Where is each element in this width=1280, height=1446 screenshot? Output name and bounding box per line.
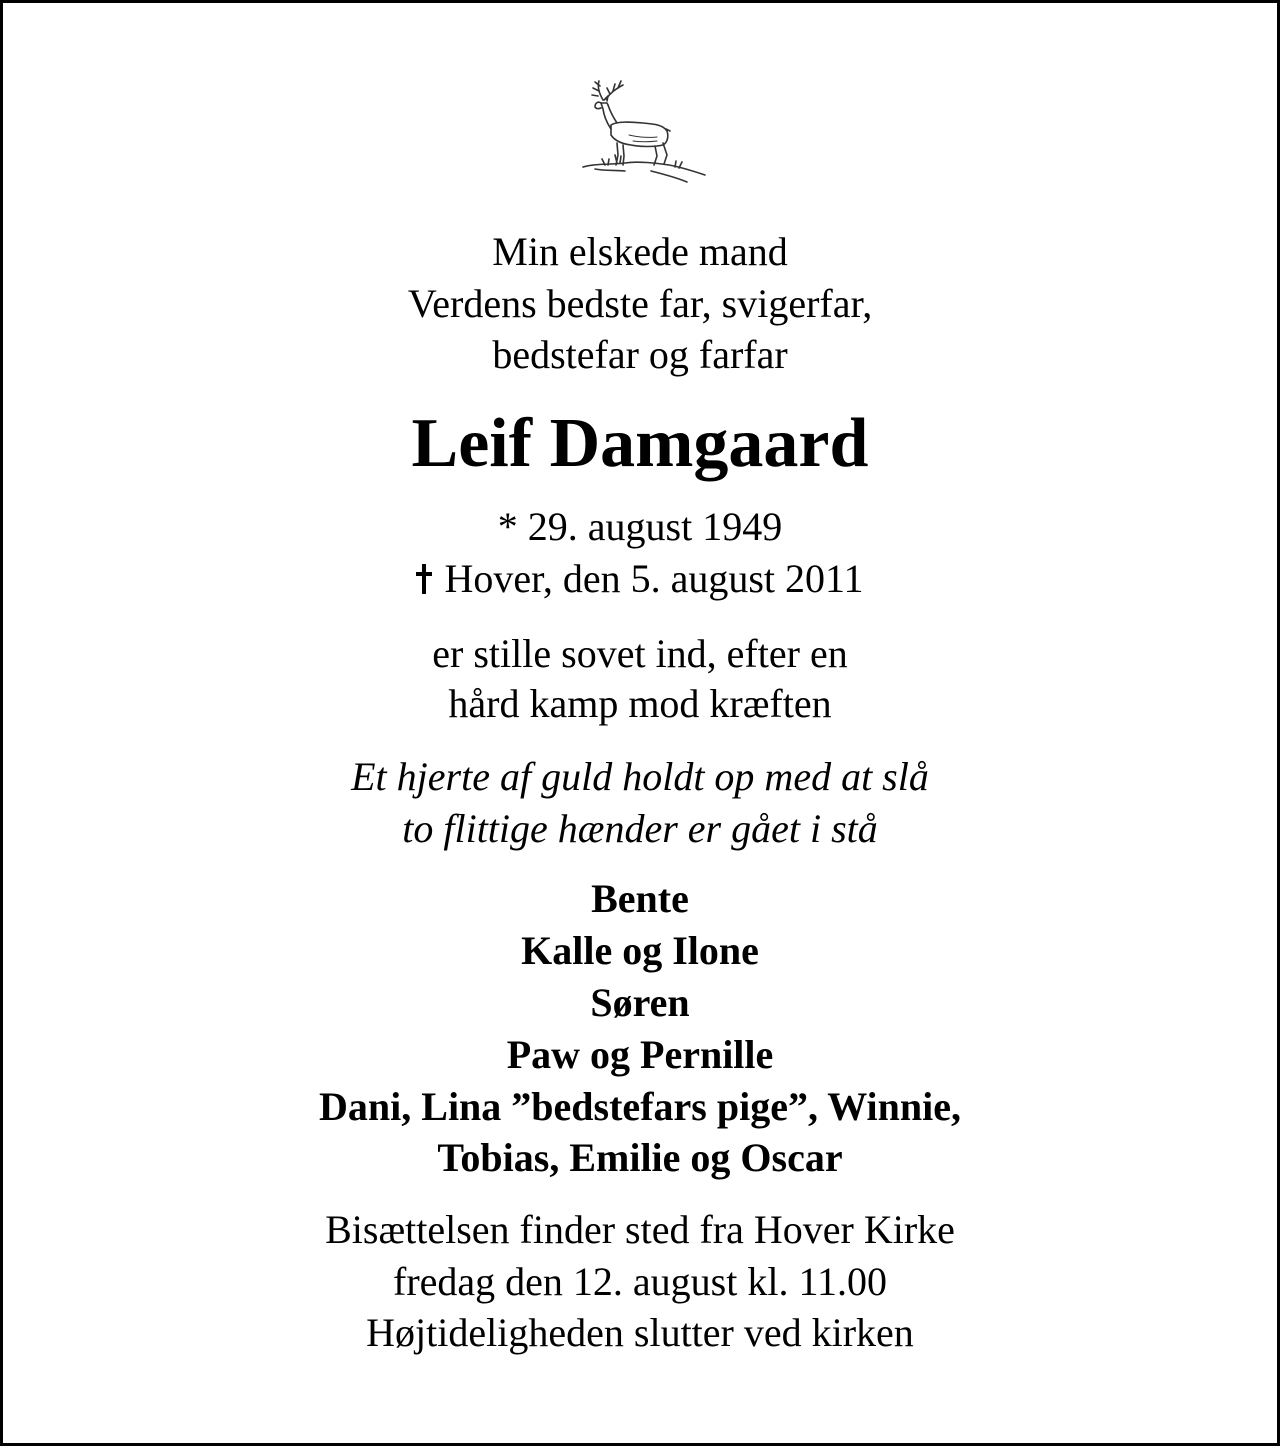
verse-line: Et hjerte af guld holdt op med at slå xyxy=(351,754,929,799)
death-line xyxy=(3,556,1277,601)
cross-icon xyxy=(416,564,432,594)
intro-line: Verdens bedste far, svigerfar, xyxy=(407,281,873,326)
message-line: hård kamp mod kræften xyxy=(448,681,832,726)
death-date: Hover, den 5. august 2011 xyxy=(444,556,864,601)
intro-line: Min elskede mand xyxy=(492,229,788,274)
intro-line: bedstefar og farfar xyxy=(492,332,788,377)
family-line: Kalle og Ilone xyxy=(521,928,759,973)
family-line: Tobias, Emilie og Oscar xyxy=(437,1135,843,1180)
deceased-name: Leif Damgaard xyxy=(411,405,869,482)
message-line: er stille sovet ind, efter en xyxy=(432,631,848,676)
funeral-line: Højtideligheden slutter ved kirken xyxy=(366,1310,914,1355)
family-line: Dani, Lina ”bedstefars pige”, Winnie, xyxy=(319,1084,961,1129)
family-line: Søren xyxy=(590,980,690,1025)
birth-date: * 29. august 1949 xyxy=(497,504,783,549)
verse-line: to flittige hænder er gået i stå xyxy=(402,806,878,851)
deer-emblem-icon xyxy=(577,79,711,207)
funeral-line: Bisættelsen finder sted fra Hover Kirke xyxy=(325,1207,955,1252)
funeral-line: fredag den 12. august kl. 11.00 xyxy=(393,1259,887,1304)
family-line: Paw og Pernille xyxy=(506,1032,774,1077)
family-line: Bente xyxy=(591,876,689,921)
